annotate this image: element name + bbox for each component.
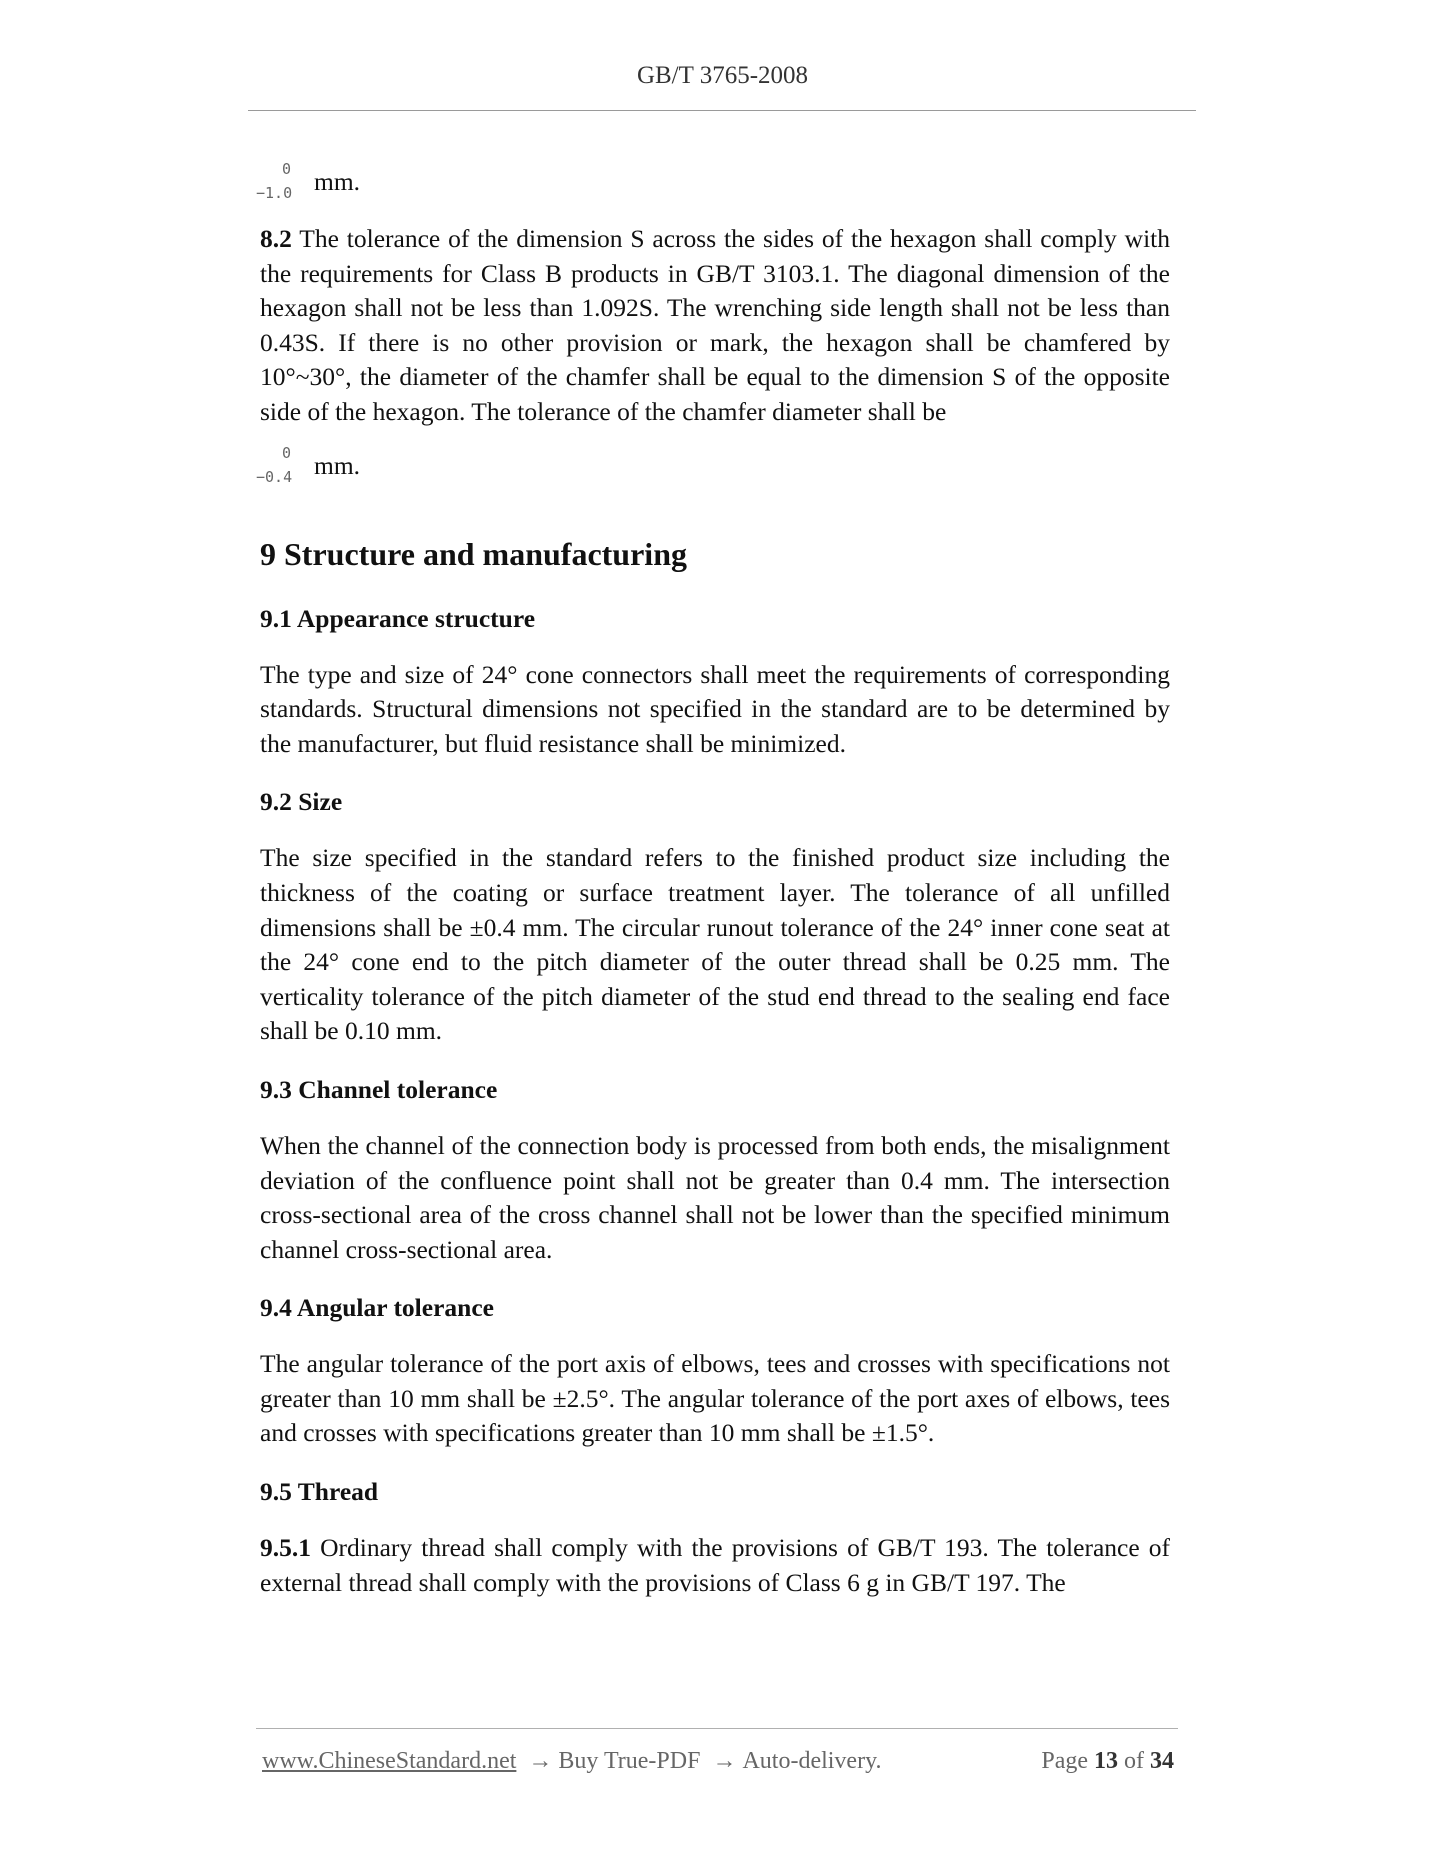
- tolerance-notation: [256, 434, 306, 484]
- subsection-heading-9-4: 9.4 Angular tolerance: [260, 1293, 494, 1323]
- clause-text: Ordinary thread shall comply with the provisions of GB/T 193. The tolerance of external thread shall comply with the provisions of Class 6 g in GB/T 197. The: [260, 1533, 1171, 1597]
- clause-number: 9.5.1: [260, 1533, 311, 1563]
- clause-number: 8.2: [260, 224, 292, 253]
- tolerance-upper: 0: [282, 443, 292, 462]
- paragraph-8-2: [260, 222, 1170, 430]
- page-footer: [262, 1748, 1174, 1775]
- tolerance-notation: [256, 150, 306, 200]
- paragraph-9-1: The type and size of 24° cone connectors shall meet the requirements of corresponding standards. Structural dimensions not specified in the standard are to be determined by the manufacturer, but fluid resistance shall be minimized.: [260, 659, 1170, 758]
- total-pages: 34: [1150, 1748, 1174, 1774]
- page-prefix: Page: [1041, 1748, 1088, 1774]
- tolerance-lower: −0.4: [256, 467, 293, 486]
- tolerance-lower: −1.0: [256, 184, 293, 202]
- subsection-heading-9-3: 9.3 Channel tolerance: [260, 1074, 498, 1104]
- header-divider: [248, 110, 1196, 111]
- paragraph-9-4: The angular tolerance of the port axis of elbows, tees and crosses with specifications not greater than 10 mm shall be ±2.5°. The angular tolerance of the port axes of elbows, tees and crosses with specifications greater than 10 mm shall be ±1.5°.: [260, 1349, 1170, 1448]
- clause-text: The tolerance of the dimension S across the sides of the hexagon shall comply with the requirements for Class B products in GB/T 3103.1. The diagonal dimension of the hexagon shall not be less than 1.092S. The wrenching side length shall not be less than 0.43S. If there is no other provision or mark, the hexagon shall be chamfered by 10°~30°, the diameter of the chamfer shall be equal to the dimension S of the opposite side of the hexagon. The tolerance of the chamfer diameter shall be: [260, 224, 1171, 426]
- subsection-heading-9-5: 9.5 Thread: [260, 1477, 379, 1507]
- footer-divider: [256, 1728, 1178, 1729]
- footer-left: [262, 1748, 882, 1775]
- paragraph-9-2: The size specified in the standard refers to the finished product size including the thickness of the coating or surface treatment layer. The tolerance of all unfilled dimensions shall be ±0.4 mm. The circular runout tolerance of the 24° inner cone seat at the 24° cone end to the pitch diameter of the outer thread shall be 0.25 mm. The verticality tolerance of the pitch diameter of the stud end thread to the sealing end face shall be 0.10 mm.: [260, 843, 1170, 1046]
- page-of: of: [1124, 1748, 1144, 1774]
- website-link[interactable]: www.ChineseStandard.net: [262, 1748, 517, 1774]
- auto-delivery-text: Auto-delivery.: [742, 1748, 882, 1774]
- paragraph-9-5-1: [260, 1531, 1170, 1600]
- subsection-heading-9-1: 9.1 Appearance structure: [260, 603, 536, 633]
- tolerance-unit: mm.: [314, 167, 361, 197]
- tolerance-line-1: [256, 150, 1170, 202]
- arrow-right-icon: →: [712, 1748, 737, 1774]
- tolerance-line-2: [256, 434, 1170, 486]
- page-header: GB/T 3765-2008: [636, 62, 809, 89]
- buy-pdf-text: Buy True-PDF: [558, 1748, 701, 1774]
- page-number: [1041, 1748, 1174, 1775]
- document-body: [256, 150, 1171, 1600]
- subsection-heading-9-2: 9.2 Size: [260, 787, 343, 817]
- tolerance-unit: mm.: [314, 450, 361, 480]
- section-heading-9: 9 Structure and manufacturing: [260, 535, 687, 572]
- arrow-right-icon: →: [528, 1748, 553, 1774]
- tolerance-upper: 0: [282, 160, 292, 178]
- paragraph-9-3: When the channel of the connection body is processed from both ends, the misalignment deviation of the confluence point shall not be greater than 0.4 mm. The intersection cross-sectional area of the cross channel shall not be lower than the specified minimum channel cross-sectional area.: [260, 1130, 1170, 1264]
- current-page: 13: [1094, 1748, 1118, 1774]
